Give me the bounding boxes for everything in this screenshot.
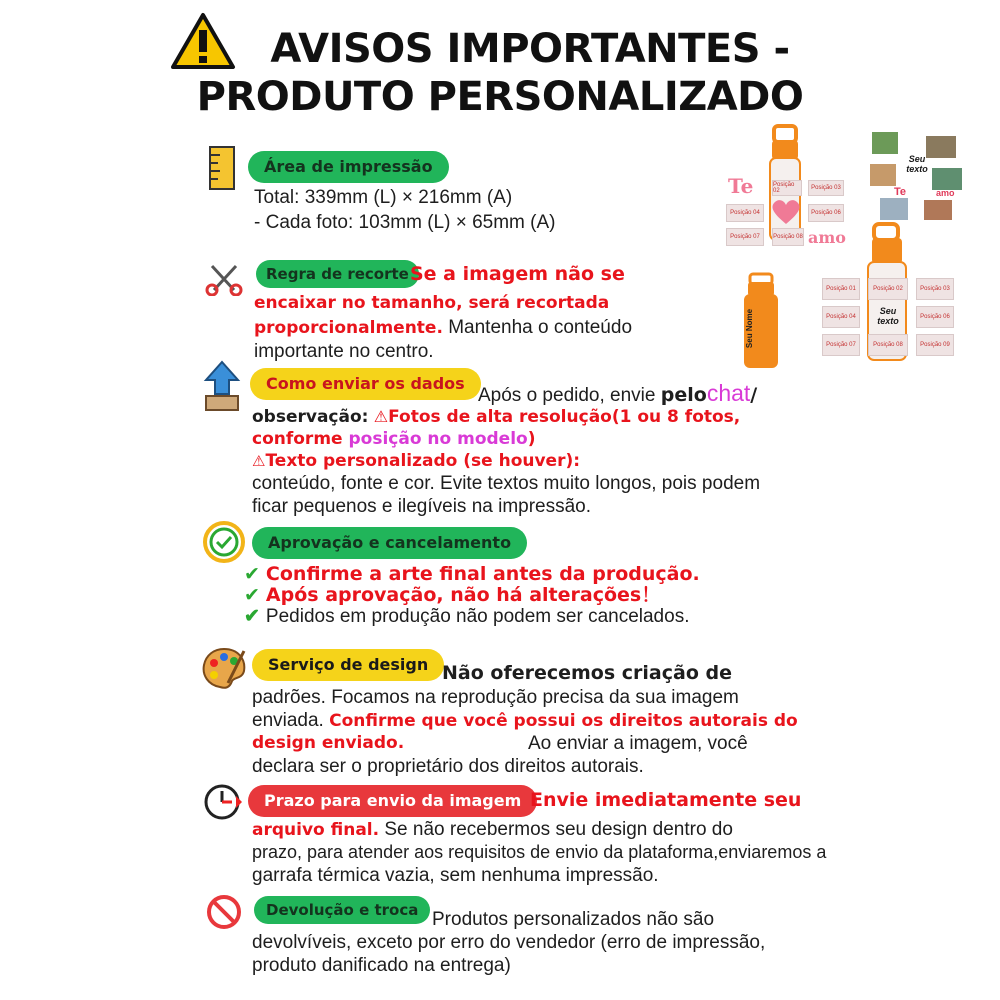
slot-bottom-01: Posição 01 bbox=[822, 278, 860, 300]
mockup-illustration bbox=[720, 122, 970, 372]
bottle-name-text: Seu Nome bbox=[745, 308, 755, 349]
devolucao-line3: produto danificado na entrega) bbox=[252, 955, 511, 976]
slot-bottom-03: Posição 03 bbox=[916, 278, 954, 300]
recorte-label: Regra de recorte bbox=[256, 260, 419, 288]
slot-bottom-08: Posição 08 bbox=[868, 334, 908, 356]
aprovacao-item1-text: Confirme a arte final antes da produção. bbox=[265, 563, 700, 585]
area-line1: Total: 339mm (L) × 216mm (A) bbox=[254, 187, 513, 208]
enviar-red1: Fotos de alta resolução(1 ou 8 fotos, bbox=[388, 407, 741, 427]
enviar-line2 bbox=[252, 405, 740, 429]
enviar-line6: ficar pequenos e ilegíveis na impressão. bbox=[252, 496, 592, 517]
prazo-normal2: Se não recebermos seu design dentro do bbox=[379, 819, 733, 840]
slot-top-02: Posição 02 bbox=[772, 180, 802, 196]
recorte-normal3: Mantenha o conteúdo bbox=[442, 317, 633, 338]
scissors-icon bbox=[204, 260, 244, 301]
amo-text: amo bbox=[808, 228, 846, 247]
enviar-slash: / bbox=[750, 384, 758, 406]
prazo-red2: arquivo final. bbox=[252, 820, 380, 840]
prazo-line3: prazo, para atender aos requisitos de envio da plataforma,enviaremos a bbox=[252, 842, 827, 862]
devolucao-label: Devolução e troca bbox=[254, 896, 430, 924]
design-label: Serviço de design bbox=[252, 649, 444, 681]
enviar-red2a: conforme bbox=[252, 429, 349, 449]
enviar-line4 bbox=[252, 450, 580, 473]
te-text: Te bbox=[728, 174, 754, 198]
slot-bottom-06: Posição 06 bbox=[916, 306, 954, 328]
slot-top-03: Posição 03 bbox=[808, 180, 844, 196]
enviar-red2c: ) bbox=[527, 429, 536, 449]
photo-collage-image bbox=[866, 128, 966, 228]
aprovacao-item2-text: Após aprovação, não há alterações！ bbox=[265, 584, 661, 606]
design-line5: declara ser o proprietário dos direitos autorais. bbox=[252, 756, 644, 777]
bottle-grid-text: Seu texto bbox=[877, 306, 899, 326]
design-line3 bbox=[252, 709, 798, 733]
prazo-red1: Envie imediatamente seu bbox=[530, 789, 802, 811]
enviar-line3 bbox=[252, 428, 536, 451]
aprovacao-item3 bbox=[244, 605, 689, 628]
checkmark-icon: ✔ bbox=[244, 563, 260, 585]
checkmark-icon: ✔ bbox=[244, 606, 260, 627]
palette-icon bbox=[200, 645, 248, 696]
slot-top-04: Posição 04 bbox=[726, 204, 764, 222]
slot-bottom-02: Posição 02 bbox=[868, 278, 908, 300]
slot-bottom-04: Posição 04 bbox=[822, 306, 860, 328]
recorte-line3 bbox=[254, 316, 632, 340]
clock-icon bbox=[202, 782, 244, 827]
enviar-red2b: posição no modelo bbox=[348, 429, 528, 449]
enviar-red3: Texto personalizado (se houver): bbox=[265, 451, 581, 471]
devolucao-line1: Produtos personalizados não são bbox=[432, 909, 715, 930]
enviar-pelo: pelo bbox=[660, 384, 707, 406]
design-line2: padrões. Focamos na reprodução precisa da sua imagem bbox=[252, 687, 739, 708]
design-line3b: Confirme que você possui os direitos autorais do bbox=[329, 711, 798, 731]
recorte-line4: importante no centro. bbox=[254, 341, 434, 362]
collage-text: Seu texto bbox=[906, 154, 928, 174]
collage-amo-text: amo bbox=[936, 188, 955, 198]
enviar-p1-text: Após o pedido, envie bbox=[478, 385, 661, 406]
checkmark-icon: ✔ bbox=[244, 584, 260, 606]
design-line4b: Ao enviar a imagem, você bbox=[528, 733, 748, 754]
area-line2: - Cada foto: 103mm (L) × 65mm (A) bbox=[254, 212, 556, 233]
enviar-label: Como enviar os dados bbox=[250, 368, 481, 400]
prazo-line2 bbox=[252, 818, 733, 842]
prazo-label: Prazo para envio da imagem bbox=[248, 785, 537, 817]
slot-bottom-07: Posição 07 bbox=[822, 334, 860, 356]
slot-top-07: Posição 07 bbox=[726, 228, 764, 246]
slot-top-08: Posição 08 bbox=[772, 228, 804, 246]
aprovacao-item2 bbox=[244, 584, 660, 607]
enviar-chat: chat bbox=[706, 380, 751, 406]
prazo-line4: garrafa térmica vazia, sem nenhuma impressão. bbox=[252, 865, 659, 886]
slot-top-06: Posição 06 bbox=[808, 204, 844, 222]
enviar-line5: conteúdo, fonte e cor. Evite textos muito longos, pois podem bbox=[252, 473, 761, 494]
enviar-obs: observação: bbox=[252, 407, 369, 427]
check-circle-icon bbox=[202, 520, 246, 569]
upload-icon bbox=[202, 360, 242, 417]
recorte-red3: proporcionalmente. bbox=[254, 318, 443, 338]
aprovacao-label: Aprovação e cancelamento bbox=[252, 527, 527, 559]
slot-bottom-09: Posição 09 bbox=[916, 334, 954, 356]
enviar-p1 bbox=[478, 382, 757, 407]
recorte-red2: encaixar no tamanho, será recortada bbox=[254, 293, 610, 313]
page-title-line1: AVISOS IMPORTANTES - bbox=[270, 26, 790, 72]
aprovacao-item1 bbox=[244, 563, 700, 586]
prohibited-icon bbox=[206, 894, 242, 935]
ruler-icon bbox=[206, 143, 238, 198]
design-line4a: design enviado. bbox=[252, 733, 405, 753]
design-bold1: Não oferecemos criação de bbox=[442, 662, 732, 684]
aprovacao-item3-text: Pedidos em produção não podem ser cancelados. bbox=[265, 606, 690, 627]
collage-te-text: Te bbox=[894, 186, 907, 198]
heart-icon bbox=[770, 198, 802, 226]
area-label: Área de impressão bbox=[248, 151, 449, 183]
recorte-red1: Se a imagem não se bbox=[410, 263, 625, 285]
page-title-line2: PRODUTO PERSONALIZADO bbox=[196, 74, 804, 120]
design-line3a: enviada. bbox=[252, 710, 330, 731]
devolucao-line2: devolvíveis, exceto por erro do vendedor (erro de impressão, bbox=[252, 932, 766, 953]
small-warning-icon: ⚠ bbox=[373, 409, 389, 426]
small-warning-icon: ⚠ bbox=[252, 452, 266, 470]
